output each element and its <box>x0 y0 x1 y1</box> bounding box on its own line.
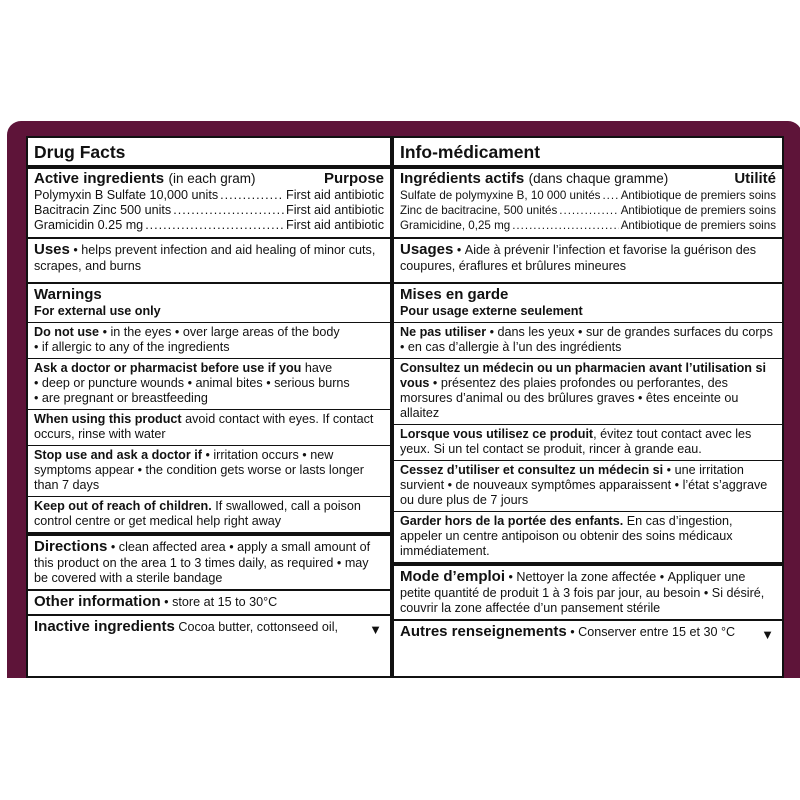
do-not-use-section: Ne pas utiliser • dans les yeux • sur de grandes surfaces du corps • en cas d’allergie à l’un des ingrédients <box>394 323 782 359</box>
active-ingredients-heading: Active ingredients <box>34 170 165 187</box>
ingredient-row: Bacitracin Zinc 500 units ..... First aid antibiotic <box>34 203 384 218</box>
do-not-use-section: Do not use • in the eyes • over large areas of the body • if allergic to any of the ingredients <box>28 323 390 359</box>
keep-out-section: Garder hors de la portée des enfants. En cas d’ingestion, appeler un centre antipoison ou obtenir des soins médicaux immédiatement. <box>394 512 782 566</box>
keep-out-section: Keep out of reach of children. If swallowed, call a poison control centre or get medical help right away <box>28 497 390 536</box>
inactive-ingredients-section: Inactive ingredients Cocoa butter, cottonseed oil, ▼ <box>34 617 382 637</box>
active-ingredients-section <box>28 169 390 239</box>
purpose-heading: Purpose <box>323 170 384 187</box>
uses-text: helps prevent infection and aid healing of minor cuts, scrapes, and burns <box>34 242 376 273</box>
active-ingredients-note: (in each gram) <box>168 171 256 186</box>
ingredient-row: Sulfate de polymyxine B, 10 000 unités ..... Antibiotique de premiers soins <box>400 188 776 203</box>
when-using-section: When using this product avoid contact with eyes. If contact occurs, rinse with water <box>28 410 390 446</box>
active-ingredients-heading: Ingrédients actifs <box>400 170 525 187</box>
continued-arrow-icon: ▼ <box>761 626 774 642</box>
panel-title: Info-médicament <box>394 138 782 169</box>
ingredient-row: Gramicidine, 0,25 mg ..... Antibiotique de premiers soins <box>400 218 776 233</box>
ingredient-row: Zinc de bacitracine, 500 unités ..... Antibiotique de premiers soins <box>400 203 776 218</box>
drug-facts-panel-fr <box>392 136 784 678</box>
uses-section: Usages • Aide à prévenir l’infection et favorise la guérison des coupures, éraflures et brûlures mineures <box>394 239 782 284</box>
warnings-section: Mises en garde Pour usage externe seulement <box>394 284 782 323</box>
uses-section <box>28 239 390 284</box>
other-information-section: Autres renseignements • Conserver entre 15 et 30 °C ▼ <box>394 621 782 644</box>
active-ingredients-section <box>394 169 782 239</box>
uses-heading: Uses <box>34 240 70 258</box>
active-ingredients-note: (dans chaque gramme) <box>528 171 669 186</box>
warnings-heading: Warnings <box>34 285 102 303</box>
ask-doctor-section: Ask a doctor or pharmacist before use if you have • deep or puncture wounds • animal bites • serious burns • are pregnant or breastfeeding <box>28 359 390 410</box>
when-using-section: Lorsque vous utilisez ce produit, évitez tout contact avec les yeux. Si un tel contact se produit, rincer à grande eau. <box>394 425 782 461</box>
warnings-section <box>28 284 390 323</box>
panel-title: Drug Facts <box>28 138 390 169</box>
directions-section: Directions • clean affected area • apply a small amount of this product on the area 1 to 3 times daily, as required • may be covered with a sterile bandage <box>28 536 390 591</box>
other-information-section: Other information • store at 15 to 30°C <box>28 591 390 616</box>
external-use-text: For external use only <box>34 303 161 318</box>
stop-use-section: Cessez d’utiliser et consultez un médecin si • une irritation survient • de nouveaux symptômes apparaissent • l’état s’aggrave ou dure plus de 7 jours <box>394 461 782 512</box>
purpose-heading: Utilité <box>734 170 776 187</box>
ingredient-row: Polymyxin B Sulfate 10,000 units ..... First aid antibiotic <box>34 188 384 203</box>
stop-use-section: Stop use and ask a doctor if • irritation occurs • new symptoms appear • the condition gets worse or lasts longer than 7 days <box>28 446 390 497</box>
drug-facts-panel-en <box>26 136 392 678</box>
ingredient-row: Gramicidin 0.25 mg ..... First aid antibiotic <box>34 218 384 233</box>
ask-doctor-section: Consultez un médecin ou un pharmacien avant l’utilisation si vous • présentez des plaies profondes ou perforantes, des morsures d’animal ou des brûlures graves • êtes enceinte ou allaitez <box>394 359 782 425</box>
directions-section: Mode d’emploi • Nettoyer la zone affectée • Appliquer une petite quantité de produit 1 à 3 fois par jour, au besoin • Si désiré, couvrir la zone affectée d’un pansement stérile <box>394 566 782 621</box>
continued-arrow-icon: ▼ <box>369 621 382 637</box>
